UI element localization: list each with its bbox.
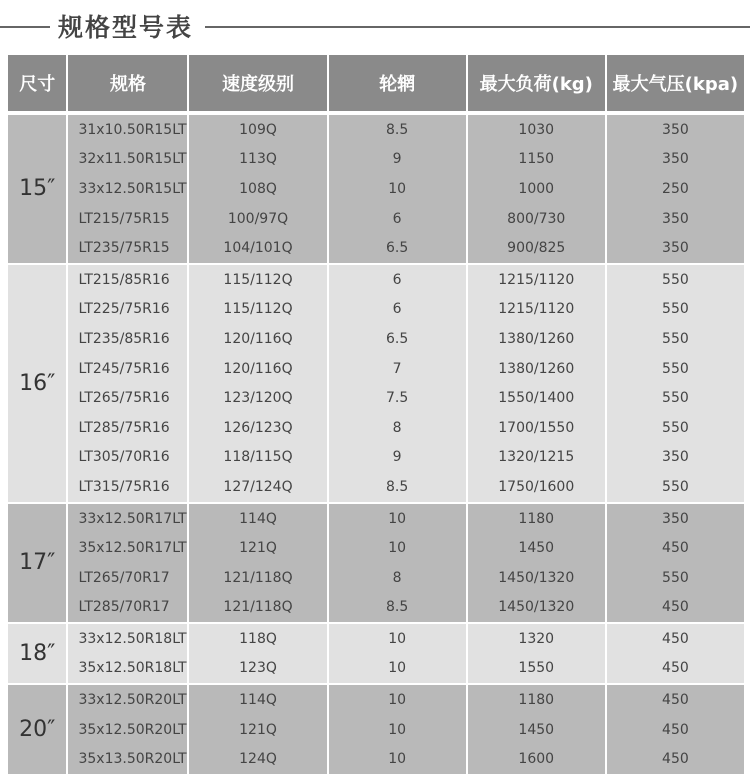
table-row — [8, 744, 744, 774]
speed-rating-cell: 126/123Q — [189, 413, 326, 443]
table-row — [8, 413, 744, 443]
rim-cell: 6 — [329, 295, 466, 325]
speed-rating-cell: 123/120Q — [189, 383, 326, 413]
speed-rating-cell: 113Q — [189, 145, 326, 175]
rim-cell: 6 — [329, 204, 466, 234]
rim-cell: 6.5 — [329, 233, 466, 263]
max-load-cell: 1600 — [468, 744, 605, 774]
max-load-cell: 1450 — [468, 533, 605, 563]
speed-rating-cell: 118/115Q — [189, 443, 326, 473]
max-pressure-cell: 350 — [607, 204, 744, 234]
speed-rating-cell: 121Q — [189, 715, 326, 745]
header-max-load: 最大负荷(kg) — [468, 55, 605, 113]
rim-cell: 8 — [329, 413, 466, 443]
max-pressure-cell: 350 — [607, 443, 744, 473]
max-load-cell: 1450/1320 — [468, 593, 605, 623]
max-pressure-cell: 550 — [607, 383, 744, 413]
table-row — [8, 324, 744, 354]
speed-rating-cell: 114Q — [189, 683, 326, 715]
size-cell: 17″ — [8, 502, 66, 622]
max-pressure-cell: 550 — [607, 324, 744, 354]
size-cell: 15″ — [8, 113, 66, 263]
header-size: 尺寸 — [8, 55, 66, 113]
max-pressure-cell: 450 — [607, 654, 744, 684]
spec-cell: 35x12.50R18LT — [68, 654, 187, 684]
spec-cell: LT285/70R17 — [68, 593, 187, 623]
speed-rating-cell: 120/116Q — [189, 354, 326, 384]
max-pressure-cell: 450 — [607, 744, 744, 774]
table-row — [8, 204, 744, 234]
title-divider-right — [205, 26, 750, 28]
spec-cell: LT245/75R16 — [68, 354, 187, 384]
size-cell: 20″ — [8, 683, 66, 774]
table-row — [8, 654, 744, 684]
rim-cell: 8.5 — [329, 113, 466, 145]
spec-cell: 33x12.50R18LT — [68, 622, 187, 654]
table-row — [8, 354, 744, 384]
title-divider-left — [0, 26, 50, 28]
max-pressure-cell: 550 — [607, 563, 744, 593]
speed-rating-cell: 109Q — [189, 113, 326, 145]
table-body — [8, 113, 744, 774]
max-pressure-cell: 450 — [607, 715, 744, 745]
max-load-cell: 1320/1215 — [468, 443, 605, 473]
max-load-cell: 1215/1120 — [468, 263, 605, 295]
table-row — [8, 174, 744, 204]
rim-cell: 10 — [329, 502, 466, 534]
table-row — [8, 443, 744, 473]
speed-rating-cell: 114Q — [189, 502, 326, 534]
speed-rating-cell: 104/101Q — [189, 233, 326, 263]
max-pressure-cell: 550 — [607, 295, 744, 325]
spec-cell: 32x11.50R15LT — [68, 145, 187, 175]
table-row — [8, 472, 744, 502]
speed-rating-cell: 121/118Q — [189, 563, 326, 593]
rim-cell: 8.5 — [329, 593, 466, 623]
speed-rating-cell: 120/116Q — [189, 324, 326, 354]
table-row — [8, 563, 744, 593]
spec-cell: LT235/75R15 — [68, 233, 187, 263]
speed-rating-cell: 115/112Q — [189, 295, 326, 325]
max-pressure-cell: 450 — [607, 622, 744, 654]
table-row — [8, 113, 744, 145]
spec-cell: 33x12.50R20LT — [68, 683, 187, 715]
size-cell: 16″ — [8, 263, 66, 502]
max-load-cell: 1550 — [468, 654, 605, 684]
max-load-cell: 1450 — [468, 715, 605, 745]
rim-cell: 10 — [329, 744, 466, 774]
table-row — [8, 593, 744, 623]
max-load-cell: 1550/1400 — [468, 383, 605, 413]
table-row — [8, 263, 744, 295]
spec-cell: LT235/85R16 — [68, 324, 187, 354]
max-load-cell: 1320 — [468, 622, 605, 654]
spec-cell: LT225/75R16 — [68, 295, 187, 325]
rim-cell: 10 — [329, 533, 466, 563]
speed-rating-cell: 124Q — [189, 744, 326, 774]
max-pressure-cell: 350 — [607, 502, 744, 534]
spec-cell: LT285/75R16 — [68, 413, 187, 443]
speed-rating-cell: 108Q — [189, 174, 326, 204]
table-row — [8, 683, 744, 715]
rim-cell: 6 — [329, 263, 466, 295]
spec-cell: LT305/70R16 — [68, 443, 187, 473]
max-pressure-cell: 550 — [607, 354, 744, 384]
rim-cell: 7 — [329, 354, 466, 384]
max-load-cell: 1000 — [468, 174, 605, 204]
speed-rating-cell: 121Q — [189, 533, 326, 563]
rim-cell: 9 — [329, 145, 466, 175]
rim-cell: 8 — [329, 563, 466, 593]
table-row — [8, 502, 744, 534]
max-pressure-cell: 550 — [607, 472, 744, 502]
spec-cell: LT215/75R15 — [68, 204, 187, 234]
header-row — [8, 55, 744, 113]
speed-rating-cell: 127/124Q — [189, 472, 326, 502]
rim-cell: 10 — [329, 174, 466, 204]
rim-cell: 10 — [329, 654, 466, 684]
spec-cell: 33x12.50R17LT — [68, 502, 187, 534]
table-row — [8, 715, 744, 745]
speed-rating-cell: 118Q — [189, 622, 326, 654]
spec-cell: 35x12.50R20LT — [68, 715, 187, 745]
header-speed-rating: 速度级别 — [189, 55, 326, 113]
speed-rating-cell: 123Q — [189, 654, 326, 684]
header-max-pressure: 最大气压(kpa) — [607, 55, 744, 113]
title-bar — [0, 0, 750, 52]
spec-cell: 35x13.50R20LT — [68, 744, 187, 774]
table-row — [8, 295, 744, 325]
max-load-cell: 1215/1120 — [468, 295, 605, 325]
max-load-cell: 1150 — [468, 145, 605, 175]
max-pressure-cell: 350 — [607, 113, 744, 145]
max-load-cell: 1450/1320 — [468, 563, 605, 593]
table-row — [8, 622, 744, 654]
rim-cell: 10 — [329, 622, 466, 654]
rim-cell: 7.5 — [329, 383, 466, 413]
size-cell: 18″ — [8, 622, 66, 683]
max-pressure-cell: 550 — [607, 413, 744, 443]
max-pressure-cell: 450 — [607, 683, 744, 715]
max-pressure-cell: 350 — [607, 233, 744, 263]
table-row — [8, 145, 744, 175]
speed-rating-cell: 115/112Q — [189, 263, 326, 295]
speed-rating-cell: 121/118Q — [189, 593, 326, 623]
rim-cell: 6.5 — [329, 324, 466, 354]
max-pressure-cell: 550 — [607, 263, 744, 295]
max-pressure-cell: 250 — [607, 174, 744, 204]
speed-rating-cell: 100/97Q — [189, 204, 326, 234]
max-pressure-cell: 350 — [607, 145, 744, 175]
spec-table — [6, 55, 746, 774]
max-load-cell: 900/825 — [468, 233, 605, 263]
spec-cell: LT215/85R16 — [68, 263, 187, 295]
max-load-cell: 1180 — [468, 502, 605, 534]
rim-cell: 10 — [329, 715, 466, 745]
table-row — [8, 533, 744, 563]
page-title: 规格型号表 — [58, 13, 194, 42]
rim-cell: 9 — [329, 443, 466, 473]
table-row — [8, 383, 744, 413]
header-spec: 规格 — [68, 55, 187, 113]
spec-cell: 31x10.50R15LT — [68, 113, 187, 145]
max-load-cell: 1030 — [468, 113, 605, 145]
table-row — [8, 233, 744, 263]
spec-cell: LT265/70R17 — [68, 563, 187, 593]
max-load-cell: 1380/1260 — [468, 324, 605, 354]
max-load-cell: 1380/1260 — [468, 354, 605, 384]
rim-cell: 10 — [329, 683, 466, 715]
max-load-cell: 1750/1600 — [468, 472, 605, 502]
max-pressure-cell: 450 — [607, 593, 744, 623]
header-rim: 轮辋 — [329, 55, 466, 113]
max-load-cell: 1700/1550 — [468, 413, 605, 443]
spec-cell: 35x12.50R17LT — [68, 533, 187, 563]
rim-cell: 8.5 — [329, 472, 466, 502]
max-load-cell: 1180 — [468, 683, 605, 715]
spec-cell: 33x12.50R15LT — [68, 174, 187, 204]
spec-cell: LT265/75R16 — [68, 383, 187, 413]
max-load-cell: 800/730 — [468, 204, 605, 234]
spec-cell: LT315/75R16 — [68, 472, 187, 502]
max-pressure-cell: 450 — [607, 533, 744, 563]
